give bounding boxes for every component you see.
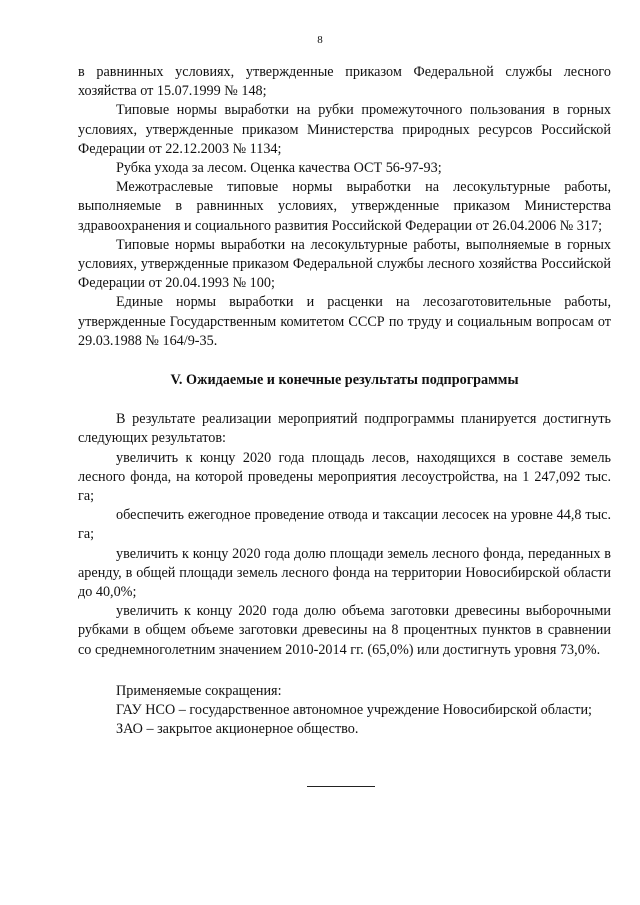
list-item: Типовые нормы выработки на рубки промежуточного пользования в горных условиях, утвержденные приказом Министерства природных ресурсов Российской Федерации от 22.12.2003 № 1134; xyxy=(78,102,611,157)
list-item: Единые нормы выработки и расценки на лесозаготовительные работы, утвержденные Государственным комитетом СССР по труду и социальным вопросам от 29.03.1988 № 164/9-35. xyxy=(78,294,611,349)
abbreviation-item: ЗАО – закрытое акционерное общество. xyxy=(116,721,359,738)
result-item: увеличить к концу 2020 года долю объема заготовки древесины выборочными рубками в общем объеме заготовки древесины на 8 процентных пунктов в сравнении со среднемноголетним значением 2010-2014 гг. (65,0%) или достигнуть уровня 73,0%. xyxy=(78,603,611,658)
list-continuation-line: в равнинных условиях, утвержденные приказом Федеральной службы лесного хозяйства от 15.07.1999 № 148; xyxy=(78,64,611,100)
section-intro: В результате реализации мероприятий подпрограммы планируется достигнуть следующих результатов: xyxy=(78,411,611,447)
result-item: увеличить к концу 2020 года площадь лесов, находящихся в составе земель лесного фонда, на которой проведены мероприятия лесоустройства, на 1 247,092 тыс. га; xyxy=(78,449,611,505)
list-item: Типовые нормы выработки на лесокультурные работы, выполняемые в горных условиях, утвержденные приказом Федеральной службы лесного хозяйства Российской Федерации от 20.04.1993 № 100; xyxy=(78,236,611,292)
result-item: обеспечить ежегодное проведение отвода и таксации лесосек на уровне 44,8 тыс. га; xyxy=(78,507,611,543)
abbreviations-heading: Применяемые сокращения: xyxy=(116,682,282,699)
list-item: Межотраслевые типовые нормы выработки на лесокультурные работы, выполняемые в равнинных условиях, утвержденные приказом Министерства здравоохранения и социального развития Российской Федерации от 26.04.2006 № 317; xyxy=(78,179,611,234)
result-item: увеличить к концу 2020 года долю площади земель лесного фонда, переданных в аренду, в общей площади земель лесного фонда на территории Новосибирской области до 40,0%; xyxy=(78,545,611,601)
list-item: Рубка ухода за лесом. Оценка качества ОСТ 56-97-93; xyxy=(116,160,442,177)
end-of-document-line xyxy=(307,786,375,787)
page-number: 8 xyxy=(317,34,323,46)
abbreviation-item: ГАУ НСО – государственное автономное учреждение Новосибирской области; xyxy=(116,702,592,719)
section-heading: V. Ожидаемые и конечные результаты подпрограммы xyxy=(170,372,519,389)
document-body xyxy=(78,63,611,740)
